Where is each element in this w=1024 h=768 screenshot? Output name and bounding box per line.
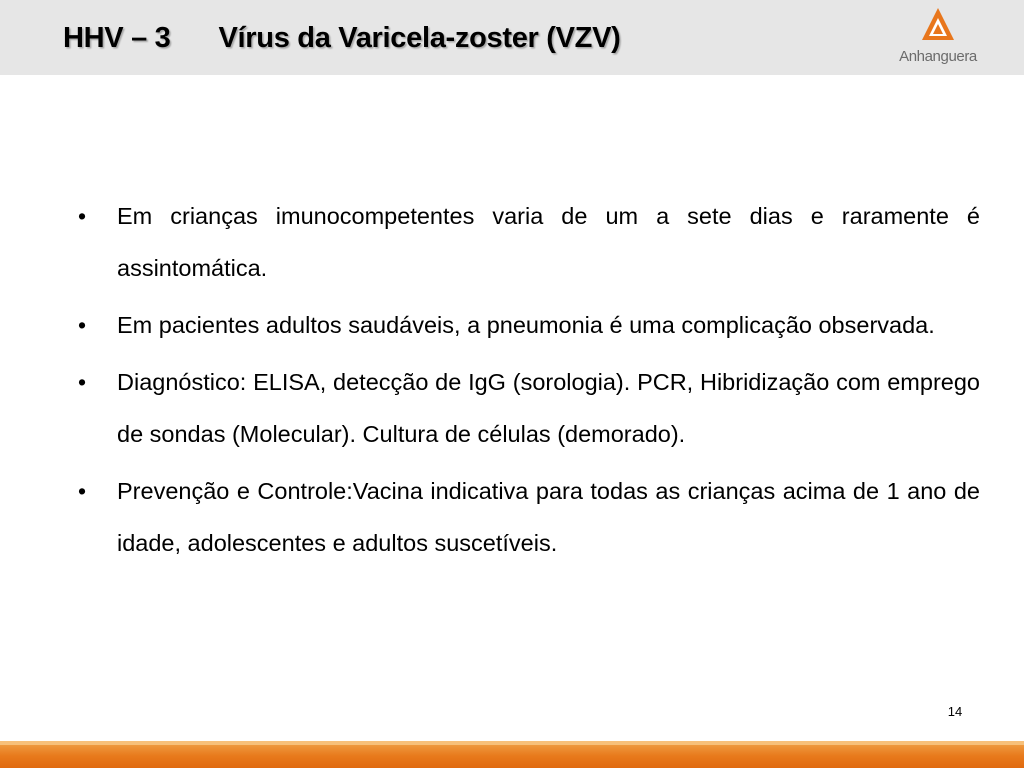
page-number: 14 xyxy=(947,704,963,719)
title-name: Vírus da Varicela-zoster (VZV) xyxy=(218,22,621,54)
bullet-dot: • xyxy=(78,203,87,229)
bullet-item xyxy=(76,465,980,569)
slide-content xyxy=(76,190,980,574)
bullet-text: Em crianças imunocompetentes varia de um a sete dias e raramente é assintomática. xyxy=(117,203,980,281)
bullet-text: Prevenção e Controle:Vacina indicativa para todas as crianças acima de 1 ano de idade, adolescentes e adultos suscetíveis. xyxy=(117,478,980,556)
bullet-item xyxy=(76,190,980,294)
bullet-dot: • xyxy=(78,312,87,338)
bullet-text: Em pacientes adultos saudáveis, a pneumonia é uma complicação observada. xyxy=(117,312,935,338)
slide-title xyxy=(63,22,621,55)
anhanguera-logo xyxy=(890,6,986,70)
footer-highlight xyxy=(0,741,1024,745)
slide-header xyxy=(0,0,1024,75)
bullet-list xyxy=(76,190,980,569)
bullet-dot: • xyxy=(78,369,87,395)
title-code: HHV – 3 xyxy=(63,22,171,54)
footer-bar xyxy=(0,741,1024,768)
bullet-item xyxy=(76,299,980,351)
anhanguera-triangle-icon xyxy=(920,6,956,42)
bullet-dot: • xyxy=(78,478,87,504)
bullet-item xyxy=(76,356,980,460)
logo-text: Anhanguera xyxy=(899,48,977,65)
bullet-text: Diagnóstico: ELISA, detecção de IgG (sorologia). PCR, Hibridização com emprego de sondas (Molecular). Cultura de células (demorado). xyxy=(117,369,980,447)
